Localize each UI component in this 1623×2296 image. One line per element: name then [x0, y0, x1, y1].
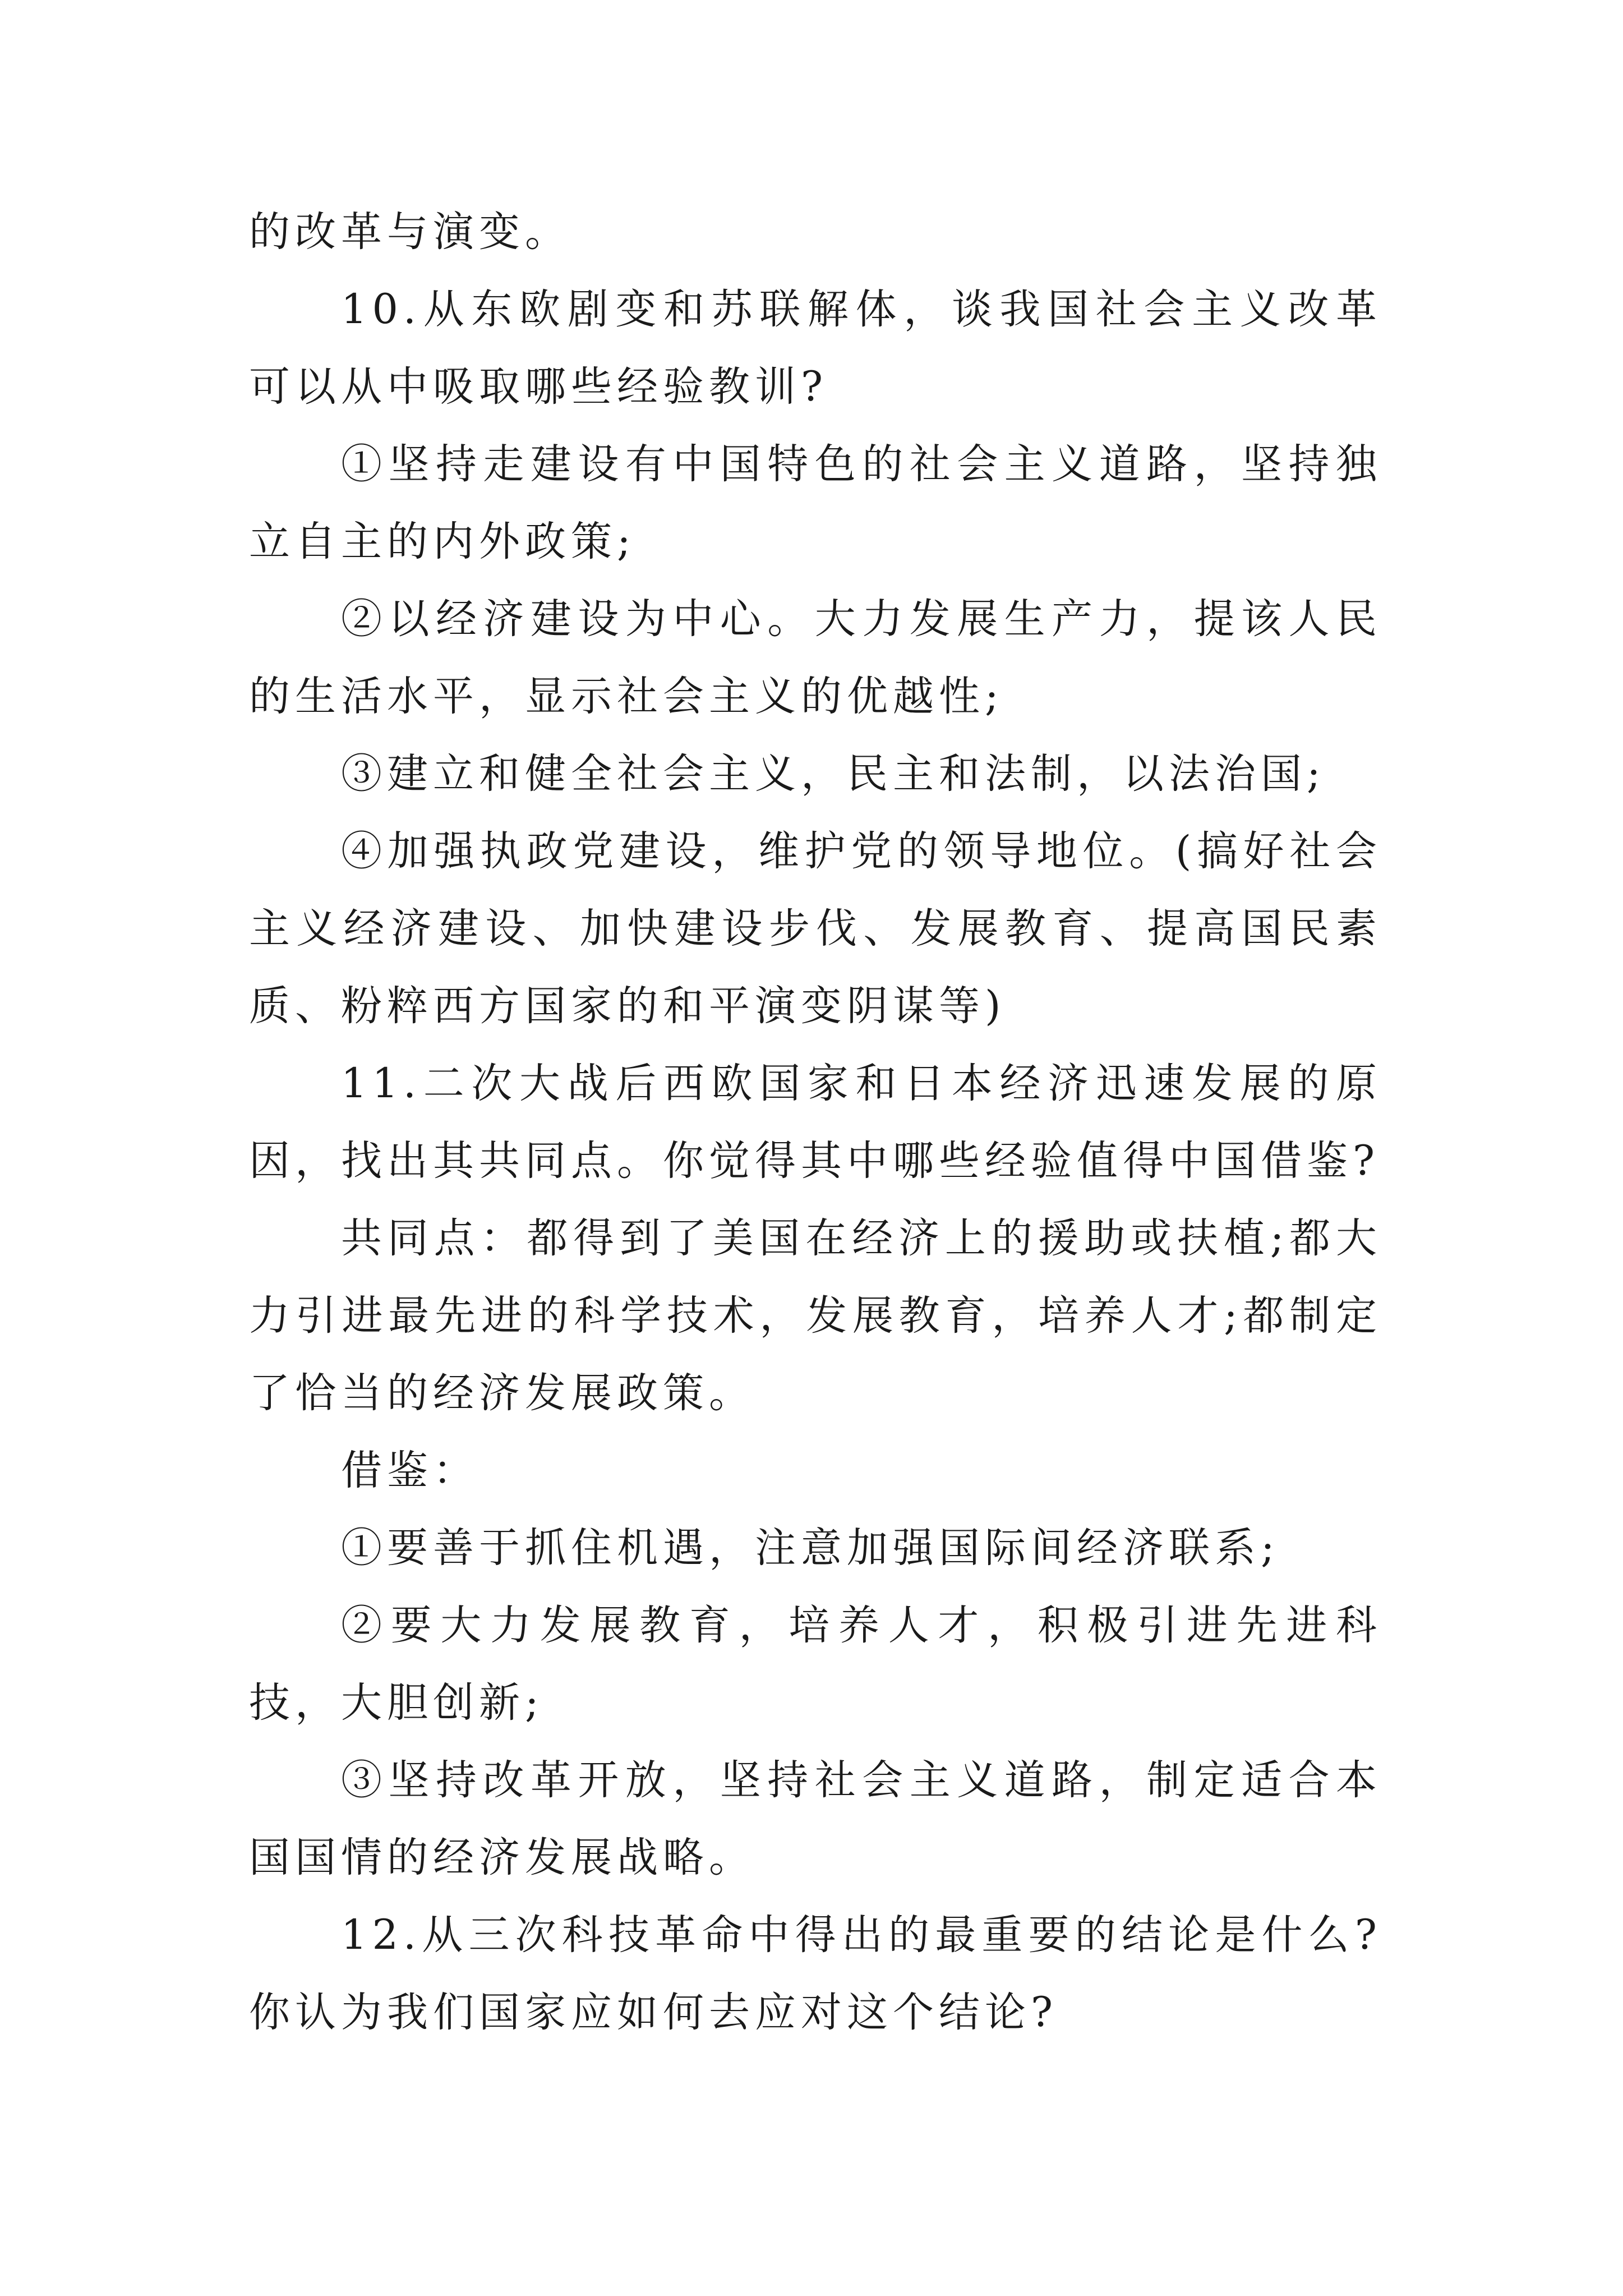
answer-10-point-1: ①坚持走建设有中国特色的社会主义道路，坚持独立自主的内外政策; — [249, 440, 1382, 565]
question-11: 11.二次大战后西欧国家和日本经济迅速发展的原因，找出其共同点。你觉得其中哪些经验值得中国借鉴? — [249, 1060, 1382, 1185]
question-12: 12.从三次科技革命中得出的最重要的结论是什么?你认为我们国家应如何去应对这个结论? — [249, 1911, 1382, 2036]
answer-11-lessons-heading: 借鉴： — [341, 1447, 479, 1494]
answer-10-point-3: ③建立和健全社会主义，民主和法制，以法治国; — [341, 750, 1326, 798]
answer-11-lesson-3: ③坚持改革开放，坚持社会主义道路，制定适合本国国情的经济发展战略。 — [249, 1756, 1382, 1881]
answer-10-point-4: ④加强执政党建设，维护党的领导地位。(搞好社会主义经济建设、加快建设步伐、发展教育、提高国民素质、粉粹西方国家的和平演变阴谋等) — [249, 827, 1382, 1030]
answer-11-common-points: 共同点：都得到了美国在经济上的援助或扶植;都大力引进最先进的科学技术，发展教育，培养人才;都制定了恰当的经济发展政策。 — [249, 1214, 1382, 1417]
answer-11-lesson-1: ①要善于抓住机遇，注意加强国际间经济联系; — [341, 1524, 1280, 1572]
answer-11-lesson-2: ②要大力发展教育，培养人才，积极引进先进科技，大胆创新; — [249, 1602, 1382, 1727]
question-10: 10.从东欧剧变和苏联解体，谈我国社会主义改革可以从中吸取哪些经验教训? — [249, 286, 1382, 411]
document-body — [249, 194, 1382, 2051]
answer-10-point-2: ②以经济建设为中心。大力发展生产力，提该人民的生活水平，显示社会主义的优越性; — [249, 595, 1382, 720]
paragraph-continuation: 的改革与演变。 — [249, 208, 571, 256]
